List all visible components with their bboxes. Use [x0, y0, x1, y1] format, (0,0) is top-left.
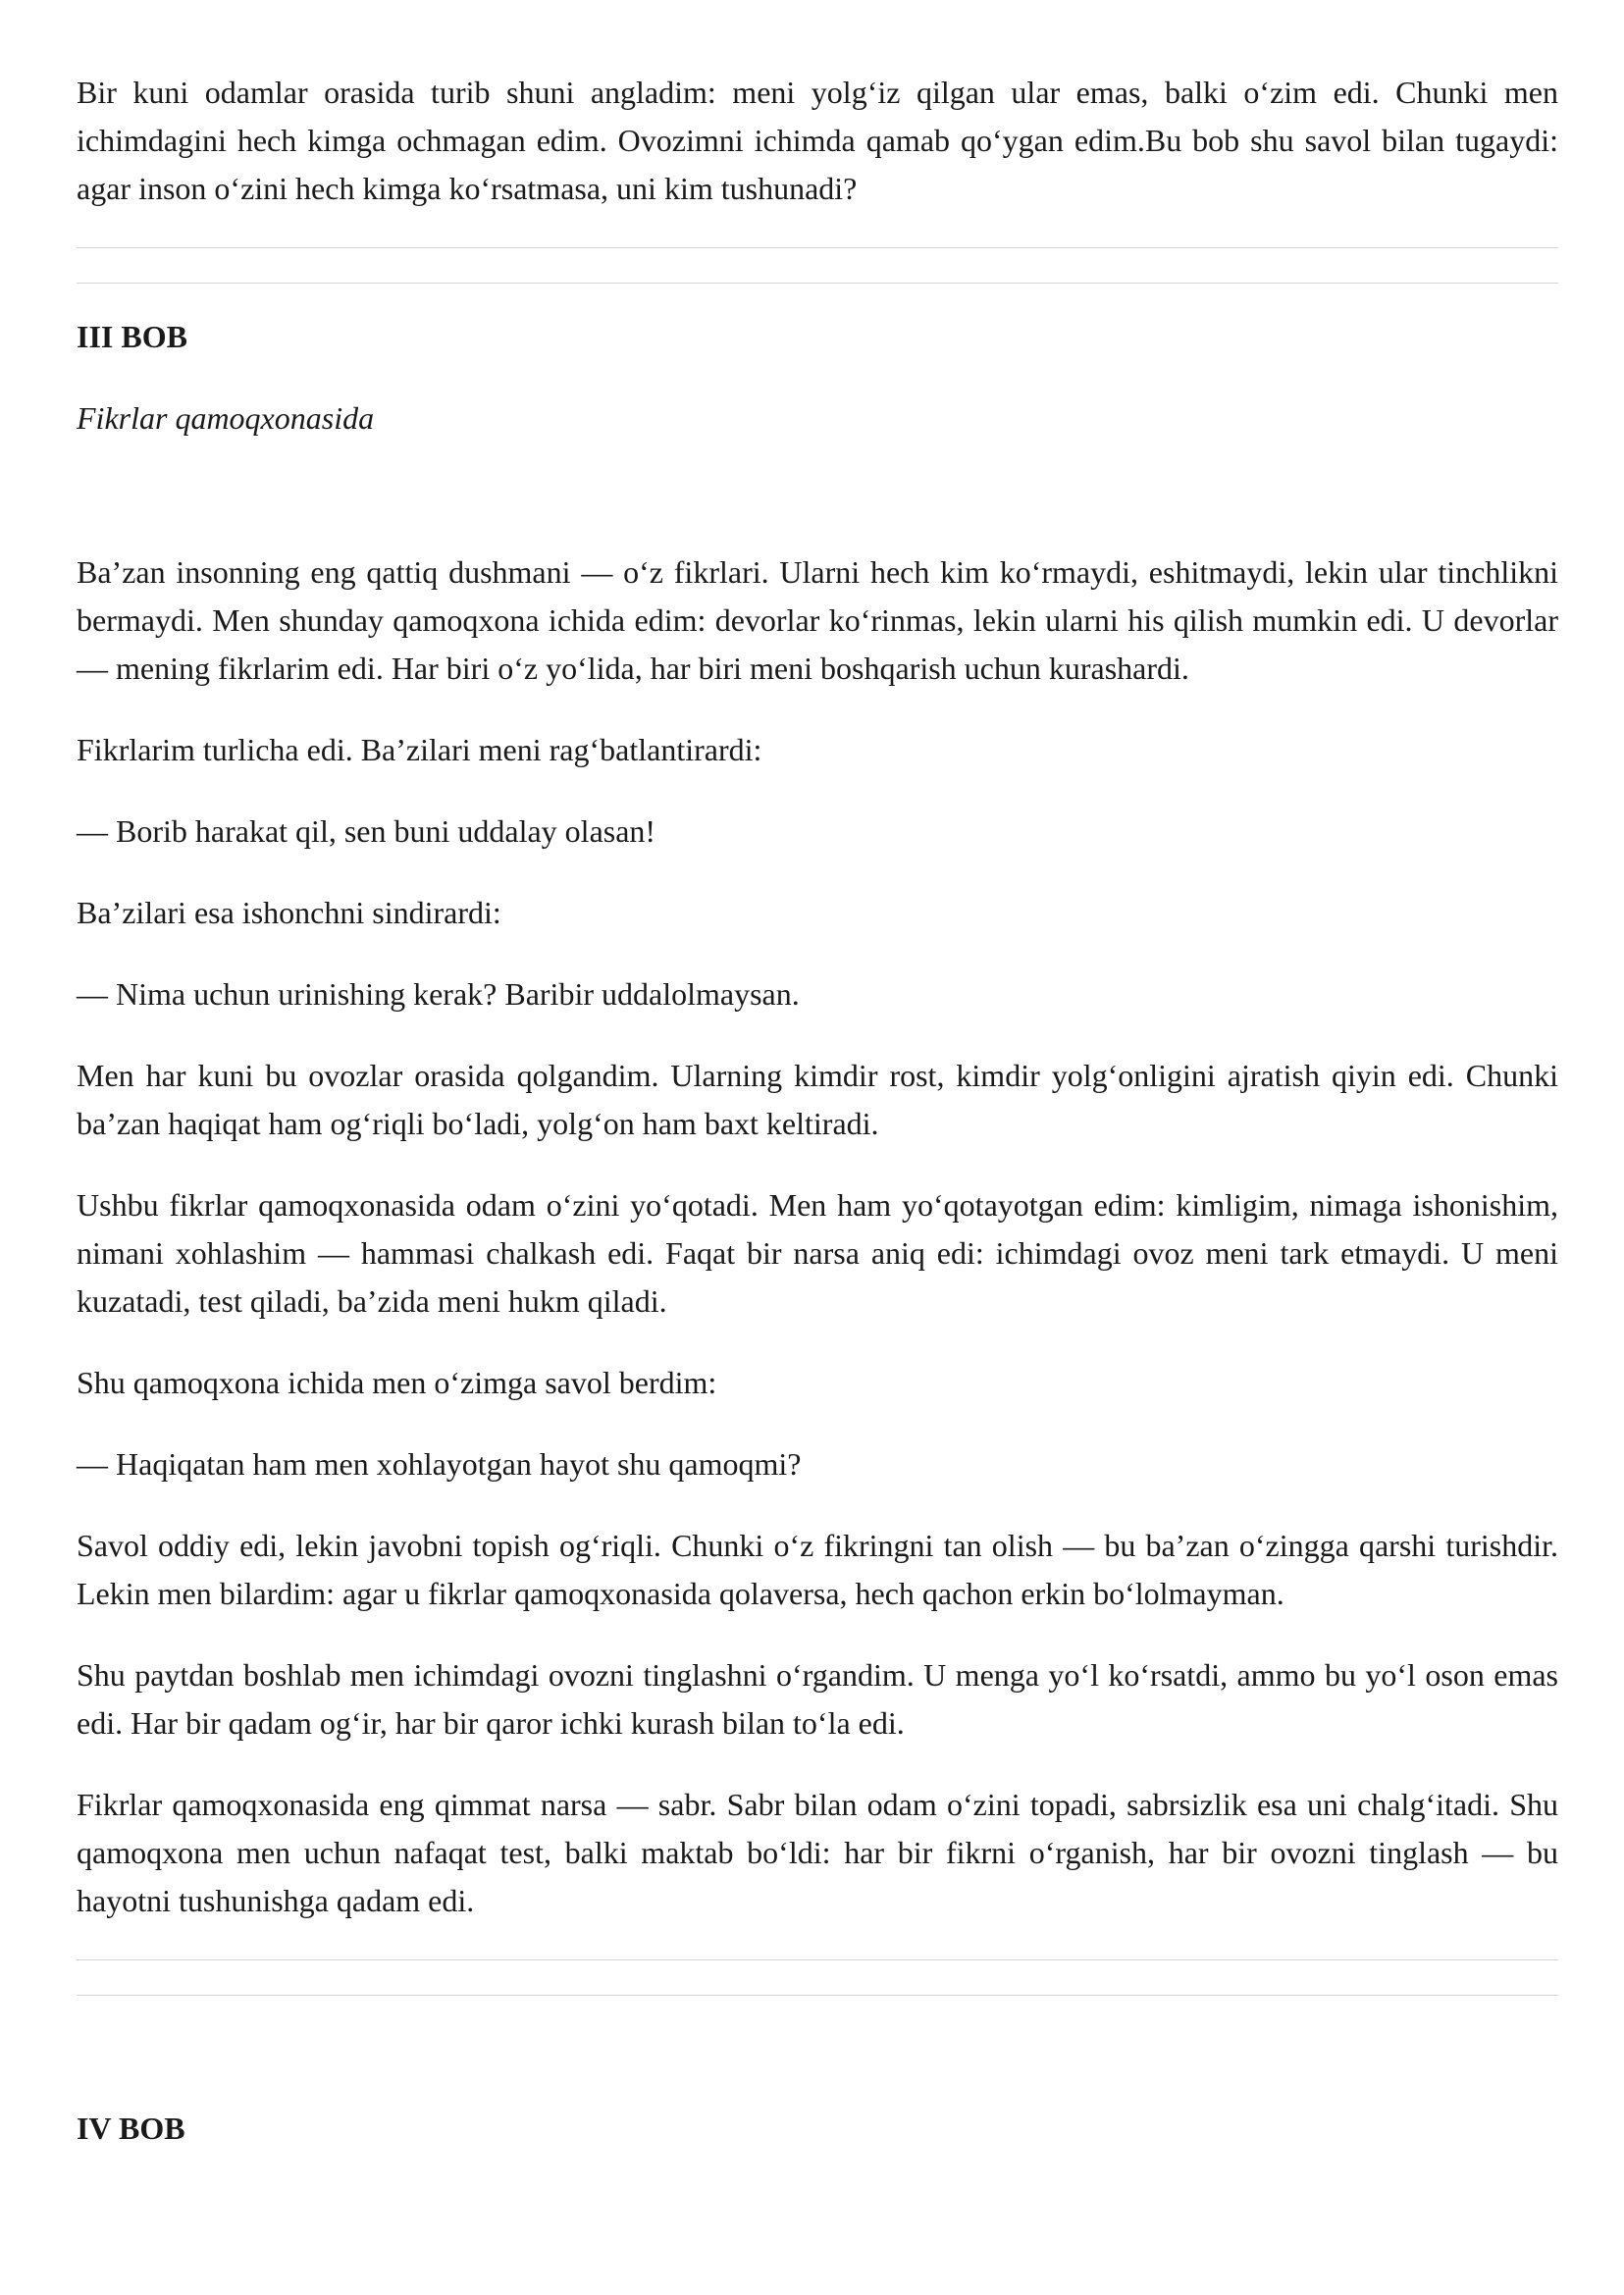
- paragraph: Shu qamoqxona ichida men o‘zimga savol berdim:: [77, 1365, 717, 1400]
- chapter-heading: III BOB: [77, 319, 187, 354]
- dialogue-line: — Nima uchun urinishing kerak? Baribir uddalolmaysan.: [77, 976, 800, 1012]
- intro-paragraph: Bir kuni odamlar orasida turib shuni angladim: meni yolg‘iz qilgan ular emas, balki o‘zim edi. Chunki men ichimdagini hech kimga ochmagan edim. Ovozimni ichimda qamab qo‘ygan edim.Bu bob shu savol bilan tugaydi: agar inson o‘zini hech kimga ko‘rsatmasa, uni kim tushunadi?: [77, 75, 1558, 206]
- section-divider: [77, 1959, 1558, 1960]
- paragraph: Savol oddiy edi, lekin javobni topish og‘riqli. Chunki o‘z fikringni tan olish — bu ba’zan o‘zingga qarshi turishdir. Lekin men bilardim: agar u fikrlar qamoqxonasida qolaversa, hech qachon erkin bo‘lolmayman.: [77, 1528, 1558, 1611]
- section-divider: [77, 247, 1558, 248]
- section-divider: [77, 1995, 1558, 1996]
- section-divider: [77, 283, 1558, 284]
- chapter-heading: IV BOB: [77, 2111, 185, 2146]
- chapter-subtitle: Fikrlar qamoqxonasida: [77, 400, 375, 436]
- paragraph: Ba’zan insonning eng qattiq dushmani — o‘z fikrlari. Ularni hech kim ko‘rmaydi, eshitmaydi, lekin ular tinchlikni bermaydi. Men shunday qamoqxona ichida edim: devorlar ko‘rinmas, lekin ularni his qilish mumkin edi. U devorlar — mening fikrlarim edi. Har biri o‘z yo‘lida, har biri meni boshqarish uchun kurashardi.: [77, 554, 1558, 686]
- paragraph: Shu paytdan boshlab men ichimdagi ovozni tinglashni o‘rgandim. U menga yo‘l ko‘rsatdi, ammo bu yo‘l oson emas edi. Har bir qadam og‘ir, har bir qaror ichki kurash bilan to‘la edi.: [77, 1657, 1558, 1741]
- paragraph: Fikrlarim turlicha edi. Ba’zilari meni rag‘batlantirardi:: [77, 732, 762, 767]
- paragraph: Ushbu fikrlar qamoqxonasida odam o‘zini yo‘qotadi. Men ham yo‘qotayotgan edim: kimligim, nimaga ishonishim, nimani xohlashim — hammasi chalkash edi. Faqat bir narsa aniq edi: ichimdagi ovoz meni tark etmaydi. U meni kuzatadi, test qiladi, ba’zida meni hukm qiladi.: [77, 1187, 1558, 1319]
- paragraph: Ba’zilari esa ishonchni sindirardi:: [77, 895, 501, 930]
- paragraph: Fikrlar qamoqxonasida eng qimmat narsa — sabr. Sabr bilan odam o‘zini topadi, sabrsizlik esa uni chalg‘itadi. Shu qamoqxona men uchun nafaqat test, balki maktab bo‘ldi: har bir fikrni o‘rganish, har bir ovozni tinglash — bu hayotni tushunishga qadam edi.: [77, 1787, 1558, 1918]
- dialogue-line: — Haqiqatan ham men xohlayotgan hayot shu qamoqmi?: [77, 1446, 802, 1482]
- paragraph: Men har kuni bu ovozlar orasida qolgandim. Ularning kimdir rost, kimdir yolg‘onligini ajratish qiyin edi. Chunki ba’zan haqiqat ham og‘riqli bo‘ladi, yolg‘on ham baxt keltiradi.: [77, 1058, 1558, 1141]
- document-page: [77, 69, 1558, 2148]
- dialogue-line: — Borib harakat qil, sen buni uddalay olasan!: [77, 813, 656, 849]
